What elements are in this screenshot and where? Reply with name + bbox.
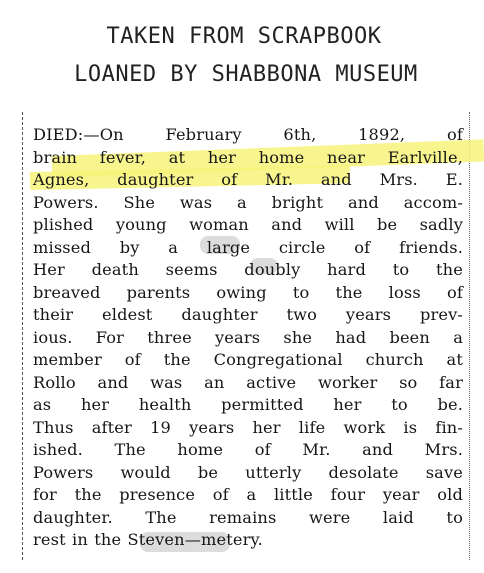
article-line: daughter. The remains were laid to (33, 507, 463, 527)
header-line-1: TAKEN FROM SCRAPBOOK (106, 24, 382, 49)
article-line: Agnes, daughter of Mr. and Mrs. E. (33, 170, 463, 189)
article-line: their eldest daughter two years prev- (33, 305, 463, 324)
article-line: ious. For three years she had been a (33, 327, 463, 347)
article-line: brain fever, at her home near Earlville, (33, 147, 463, 167)
article-line: rest in the Steven—metery. (33, 530, 263, 549)
article-line: Rollo and was an active worker so far (33, 372, 463, 392)
article-line: member of the Congregational church at (33, 350, 463, 369)
article-line: as her health permitted her to be. (33, 395, 463, 414)
article-line: plished young woman and will be sadly (33, 215, 463, 234)
clipping-left-edge (22, 112, 23, 560)
article-line: DIED:—On February 6th, 1892, of (33, 125, 463, 144)
obituary-article (33, 124, 463, 552)
article-line: missed by a large circle of friends. (33, 237, 463, 257)
article-line: Powers. She was a bright and accom- (33, 192, 463, 212)
article-line: Her death seems doubly hard to the (33, 260, 463, 279)
article-line: Thus after 19 years her life work is fin- (33, 417, 463, 437)
article-line: for the presence of a little four year old (33, 485, 463, 504)
article-line: ished. The home of Mr. and Mrs. (33, 440, 463, 459)
article-line: Powers would be utterly desolate save (33, 462, 463, 482)
clipping-right-edge (469, 112, 470, 560)
header-line-2: LOANED BY SHABBONA MUSEUM (74, 62, 418, 87)
article-line: breaved parents owing to the loss of (33, 282, 463, 302)
